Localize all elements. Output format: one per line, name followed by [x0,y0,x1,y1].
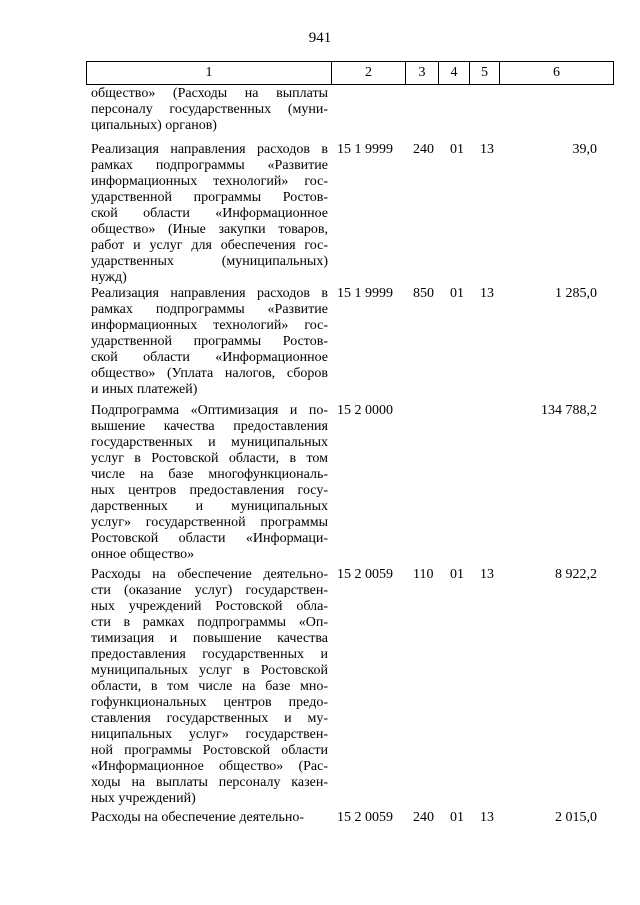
description-line: ных центров предоставления госу- [91,483,328,498]
description-line: государственных и муниципальных [91,435,328,450]
row-code: 15 1 9999 [337,286,393,301]
header-col-6: 6 [500,62,614,85]
description-line: ударственной программы Ростов- [91,334,328,349]
row-section: 01 [450,567,464,582]
row-amount: 8 922,2 [555,567,597,582]
description-line: Расходы на обеспечение деятельно- [91,810,304,825]
row-amount: 2 015,0 [555,810,597,825]
description-line: ходы на выплаты персоналу казен- [91,775,328,790]
description-line: рамках подпрограммы «Развитие [91,158,328,173]
description-line: ударственной программы Ростов- [91,190,328,205]
description-line: ципальных) органов) [91,118,217,133]
row-amount: 39,0 [572,142,597,157]
description-line: ской области «Информационное [91,206,328,221]
description-line: Расходы на обеспечение деятельно- [91,567,328,582]
row-expense-type: 110 [413,567,434,582]
description-line: Ростовской области «Информаци- [91,531,328,546]
header-col-1: 1 [87,62,332,85]
row-code: 15 2 0059 [337,810,393,825]
page-number: 941 [308,30,332,46]
row-amount: 1 285,0 [555,286,597,301]
description-line: онное общество» [91,547,195,562]
row-description [91,567,328,807]
header-col-5: 5 [470,62,500,85]
header-col-4: 4 [439,62,470,85]
row-subsection: 13 [480,567,494,582]
row-expense-type: 850 [413,286,434,301]
description-line: ных учреждений Ростовской обла- [91,599,328,614]
description-line: ставления государственных и му- [91,711,328,726]
description-line: ударственных (муниципальных) [91,254,328,269]
row-section: 01 [450,810,464,825]
description-line: числе на базе многофункциональ- [91,467,328,482]
header-col-2: 2 [332,62,406,85]
row-code: 15 1 9999 [337,142,393,157]
row-description [91,403,328,563]
description-line: ниципальных услуг» государствен- [91,727,328,742]
description-line: сти (оказание услуг) государствен- [91,583,328,598]
description-line: общество» (Расходы на выплаты [91,86,328,101]
description-line: дарственных и муниципальных [91,499,328,514]
description-line: ской области «Информационное [91,350,328,365]
description-line: общество» (Уплата налогов, сборов [91,366,328,381]
description-line: услуг» государственной программы [91,515,328,530]
description-line: Реализация направления расходов в [91,286,328,301]
header-col-3: 3 [406,62,439,85]
description-line: информационных технологий» гос- [91,318,328,333]
row-section: 01 [450,286,464,301]
description-line: персоналу государственных (муни- [91,102,328,117]
row-description [91,86,328,134]
description-line: «Информационное общество» (Рас- [91,759,328,774]
description-line: ных учреждений) [91,791,196,806]
row-subsection: 13 [480,142,494,157]
description-line: Реализация направления расходов в [91,142,328,157]
row-subsection: 13 [480,286,494,301]
row-expense-type: 240 [413,142,434,157]
description-line: ной программы Ростовской области [91,743,328,758]
row-description [91,142,328,286]
row-expense-type: 240 [413,810,434,825]
description-line: вышение качества предоставления [91,419,328,434]
description-line: информационных технологий» гос- [91,174,328,189]
row-subsection: 13 [480,810,494,825]
description-line: гофункциональных центров предо- [91,695,328,710]
description-line: работ и услуг для обеспечения гос- [91,238,328,253]
description-line: Подпрограмма «Оптимизация и по- [91,403,328,418]
description-line: области, в том числе на базе мно- [91,679,328,694]
description-line: услуг в Ростовской области, в том [91,451,328,466]
description-line: нужд) [91,270,127,285]
description-line: и иных платежей) [91,382,198,397]
row-description [91,810,328,826]
row-code: 15 2 0059 [337,567,393,582]
row-code: 15 2 0000 [337,403,393,418]
row-description [91,286,328,398]
row-amount: 134 788,2 [541,403,597,418]
description-line: муниципальных услуг в Ростовской [91,663,328,678]
table-header [86,61,614,85]
description-line: общество» (Иные закупки товаров, [91,222,328,237]
description-line: рамках подпрограммы «Развитие [91,302,328,317]
description-line: сти в рамках подпрограммы «Оп- [91,615,328,630]
row-section: 01 [450,142,464,157]
description-line: тимизация и повышение качества [91,631,328,646]
description-line: предоставления государственных и [91,647,328,662]
